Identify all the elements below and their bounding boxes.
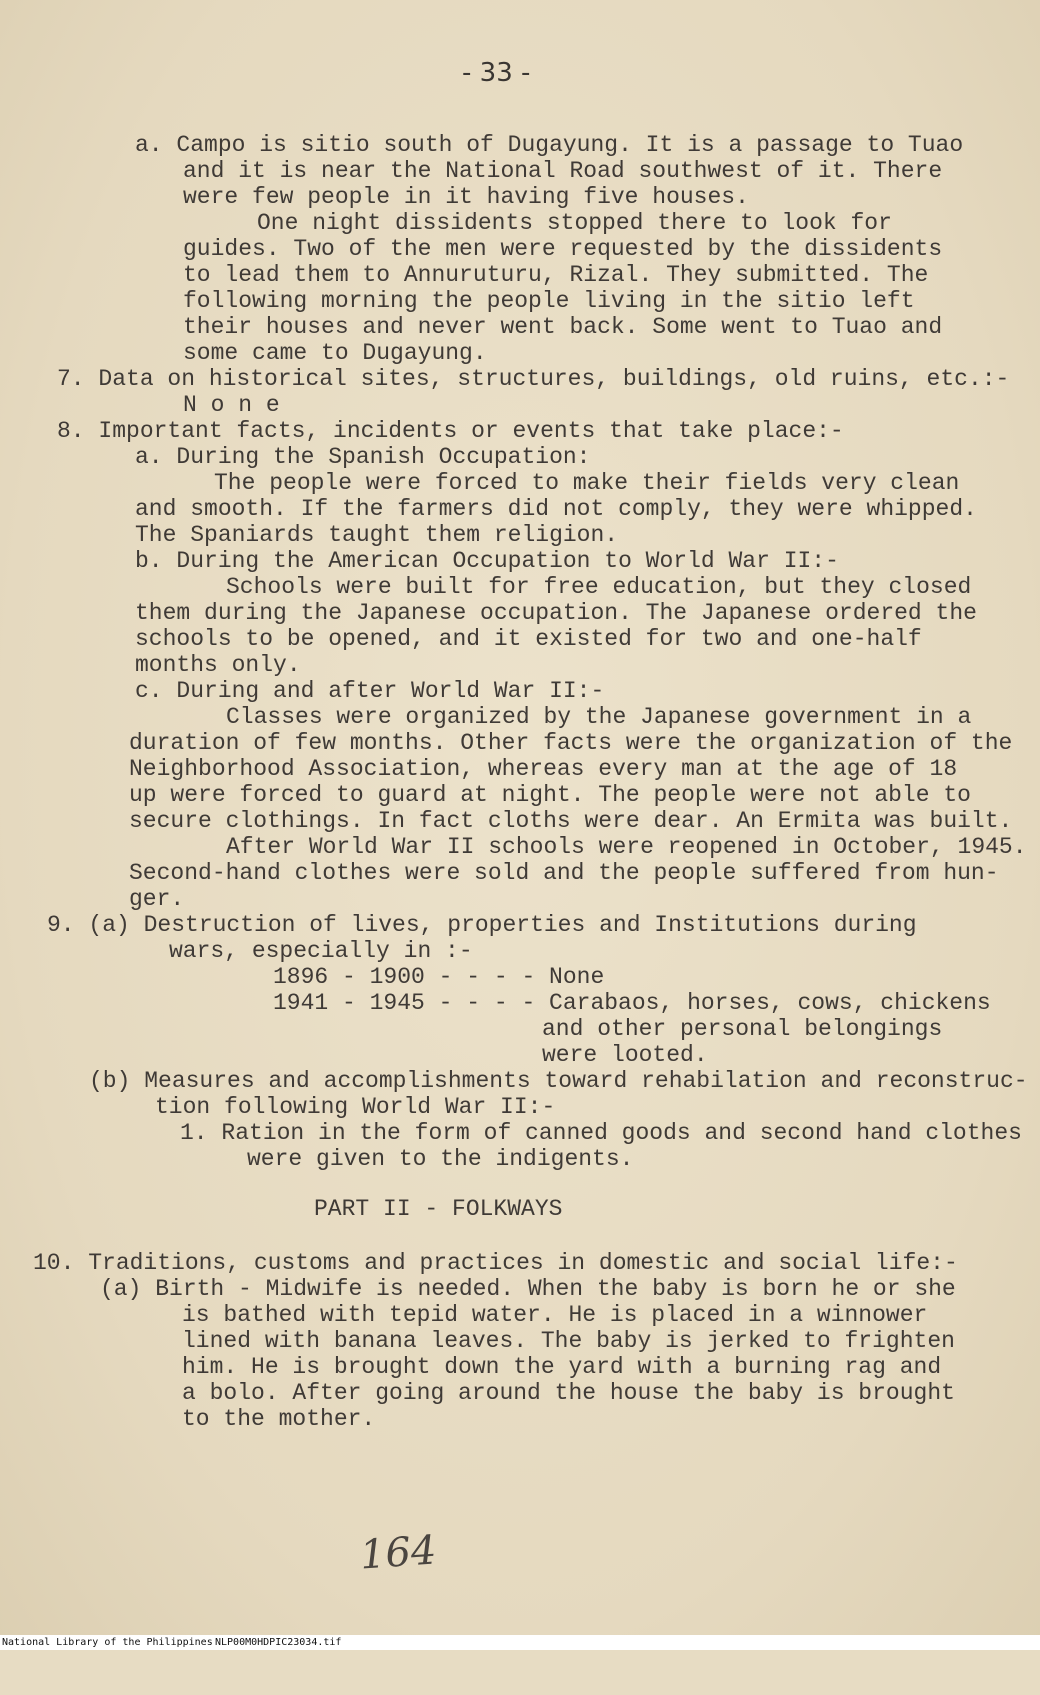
text-line: The Spaniards taught them religion. — [135, 522, 619, 548]
text-line: schools to be opened, and it existed for two and one-half — [135, 626, 922, 652]
text-line: duration of few months. Other facts were the organization of the — [129, 730, 1013, 756]
footer-filename: NLP00M0HDPIC23034.tif — [215, 1637, 342, 1648]
text-line: 1896 - 1900 - - - - None — [273, 964, 605, 990]
text-line: Second-hand clothes were sold and the people suffered from hun- — [129, 860, 999, 886]
subheading: a. During the Spanish Occupation: — [135, 444, 591, 470]
text-line: their houses and never went back. Some went to Tuao and — [183, 314, 943, 340]
text-line: Schools were built for free education, but they closed — [226, 574, 972, 600]
text-line: is bathed with tepid water. He is placed in a winnower — [182, 1302, 928, 1328]
section-heading-10: 10. Traditions, customs and practices in domestic and social life:- — [33, 1250, 958, 1276]
text-line: wars, especially in :- — [169, 938, 473, 964]
text-line: 1941 - 1945 - - - - Carabaos, horses, cows, chickens — [273, 990, 991, 1016]
section-heading-9: 9. (a) Destruction of lives, properties and Institutions during — [47, 912, 917, 938]
text-line: and smooth. If the farmers did not comply, they were whipped. — [135, 496, 977, 522]
text-line: following morning the people living in the sitio left — [183, 288, 915, 314]
text-line: secure clothings. In fact cloths were dear. An Ermita was built. — [129, 808, 1013, 834]
text-line: tion following World War II:- — [155, 1094, 556, 1120]
text-line: a bolo. After going around the house the baby is brought — [182, 1380, 955, 1406]
text-line: After World War II schools were reopened in October, 1945. — [226, 834, 1027, 860]
page-number: - 33 - — [462, 58, 531, 88]
text-line: and it is near the National Road southwest of it. There — [183, 158, 943, 184]
text-line: to lead them to Annuruturu, Rizal. They submitted. The — [183, 262, 929, 288]
text-line: were given to the indigents. — [247, 1146, 634, 1172]
text-line: a. Campo is sitio south of Dugayung. It is a passage to Tuao — [135, 132, 964, 158]
scan-footer — [0, 1635, 1040, 1650]
text-line: him. He is brought down the yard with a burning rag and — [182, 1354, 942, 1380]
text-line: (a) Birth - Midwife is needed. When the baby is born he or she — [100, 1276, 956, 1302]
text-line: One night dissidents stopped there to look for — [257, 210, 892, 236]
text-line: 1. Ration in the form of canned goods and second hand clothes — [180, 1120, 1022, 1146]
text-line: Classes were organized by the Japanese government in a — [226, 704, 972, 730]
handwritten-page-number: 164 — [358, 1527, 438, 1579]
text-line: The people were forced to make their fields very clean — [214, 470, 960, 496]
text-line: some came to Dugayung. — [183, 340, 487, 366]
text-line: up were forced to guard at night. The people were not able to — [129, 782, 971, 808]
text-line: lined with banana leaves. The baby is jerked to frighten — [182, 1328, 955, 1354]
footer-library: National Library of the Philippines — [2, 1637, 213, 1648]
text-line: guides. Two of the men were requested by the dissidents — [183, 236, 943, 262]
text-line: months only. — [135, 652, 301, 678]
text-line: them during the Japanese occupation. The Japanese ordered the — [135, 600, 977, 626]
text-line: Neighborhood Association, whereas every man at the age of 18 — [129, 756, 958, 782]
text-line: were looted. — [542, 1042, 708, 1068]
part-heading: PART II - FOLKWAYS — [314, 1196, 563, 1222]
subheading: c. During and after World War II:- — [135, 678, 605, 704]
text-line: ger. — [129, 886, 185, 912]
section-heading-8: 8. Important facts, incidents or events that take place:- — [57, 418, 844, 444]
section-heading-7: 7. Data on historical sites, structures, buildings, old ruins, etc.:- — [57, 366, 1010, 392]
subheading: b. During the American Occupation to World War II:- — [135, 548, 839, 574]
text-line: N o n e — [183, 392, 280, 418]
text-line: to the mother. — [182, 1406, 376, 1432]
subheading: (b) Measures and accomplishments toward rehabilation and reconstruc- — [89, 1068, 1028, 1094]
text-line: were few people in it having five houses. — [183, 184, 749, 210]
text-line: and other personal belongings — [542, 1016, 943, 1042]
